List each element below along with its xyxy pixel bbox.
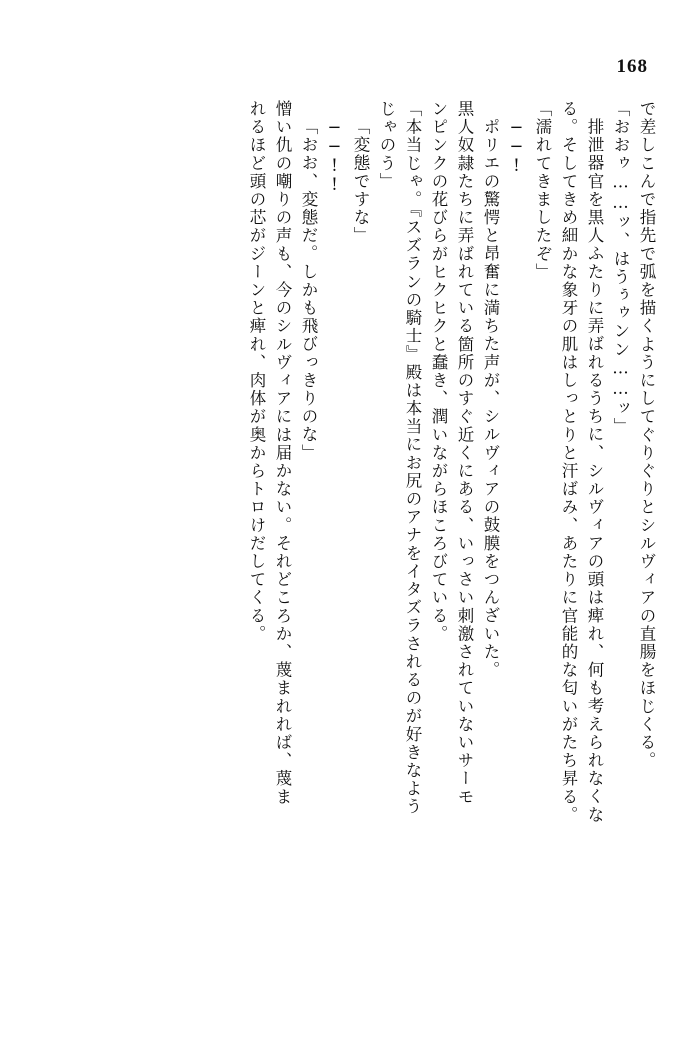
text-line: 「濡れてきましたぞ」 <box>533 100 552 281</box>
text-line: 黒人奴隷たちに弄ばれている箇所のすぐ近くにある、いっさい刺激されていないサーモ <box>455 100 474 806</box>
text-line: 「おお、変態だ。しかも飛びっきりのな」 <box>299 118 318 462</box>
text-line: で差しこんで指先で弧を描くようにしてぐりぐりとシルヴィアの直腸をほじくる。 <box>637 100 656 770</box>
text-line: 憎い仇の嘲りの声も、今のシルヴィアには届かない。それどころか、蔑まれれば、蔑ま <box>273 100 292 806</box>
text-line: る。そしてきめ細かな象牙の肌はしっとりと汗ばみ、あたりに官能的な匂いがたち昇る。 <box>559 100 578 824</box>
text-line: ポリエの驚愕と昂奮に満ちた声が、シルヴィアの鼓膜をつんざいた。 <box>481 118 500 680</box>
text-line: ンピンクの花びらがヒクヒクと蠢き、潤いながらほころびている。 <box>429 100 448 643</box>
text-line: ──!! <box>325 118 344 194</box>
text-line: じゃのう」 <box>377 100 396 191</box>
text-line: 「変態ですな」 <box>351 118 370 245</box>
text-line: れるほど頭の芯がジーンと痺れ、肉体が奥からトロけだしてくる。 <box>247 100 266 643</box>
page-number: 168 <box>616 56 648 77</box>
text-line: 排泄器官を黒人ふたりに弄ばれるうちに、シルヴィアの頭は痺れ、何も考えられなくな <box>585 118 604 824</box>
text-line: 「おおゥ……ッ、はうぅゥンン……ッ」 <box>611 100 630 436</box>
vertical-text-body <box>56 100 654 970</box>
text-line: 「本当じゃ。『スズランの騎士』殿は本当にお尻のアナをイタズラされるのが好きなよう <box>403 100 422 816</box>
text-line: ──! <box>507 118 526 175</box>
